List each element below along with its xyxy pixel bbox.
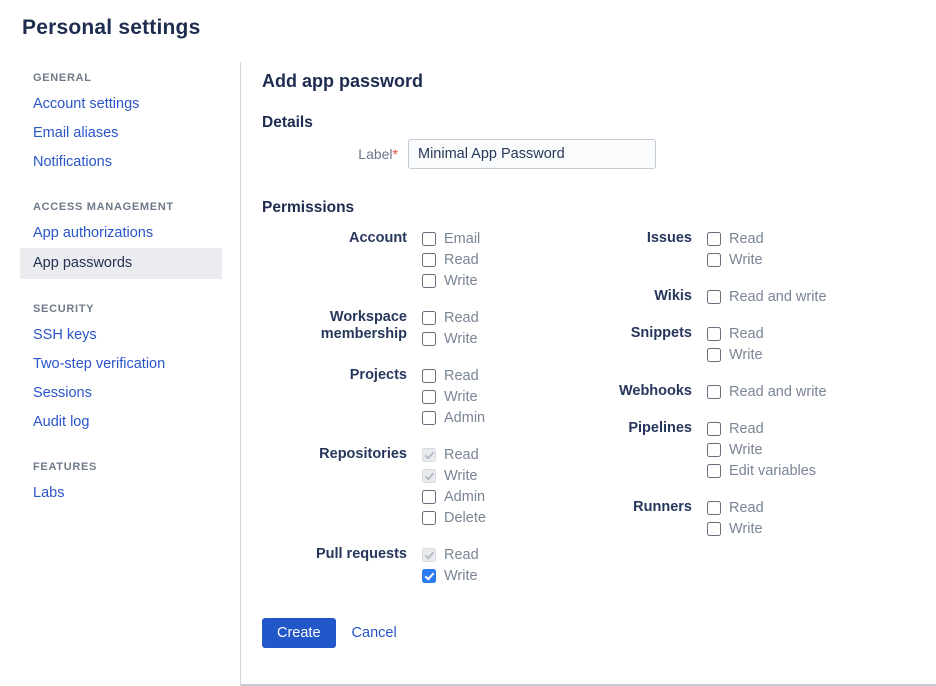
checkbox-projects-admin[interactable] (422, 411, 436, 425)
checkbox-option[interactable]: Read (422, 252, 480, 268)
checkbox-option[interactable]: Read (707, 231, 764, 247)
checkbox-pipelines-write[interactable] (707, 443, 721, 457)
checkbox-webhooks-read-write[interactable] (707, 385, 721, 399)
sidebar-section-title: FEATURES (33, 461, 98, 473)
checkbox-issues-read[interactable] (707, 232, 721, 246)
checkbox-option[interactable]: Write (422, 273, 480, 289)
perm-group-label: Webhooks (618, 383, 692, 399)
perm-group-label: Workspace membership (320, 309, 407, 342)
checkbox-wikis-read-write[interactable] (707, 290, 721, 304)
checkbox-workspace-write[interactable] (422, 332, 436, 346)
perm-group-label: Issues (646, 230, 692, 246)
settings-sidebar (0, 62, 241, 686)
sidebar-item-app-passwords[interactable]: App passwords (20, 248, 222, 279)
perm-group-workspace-membership (262, 309, 602, 347)
checkbox-snippets-write[interactable] (707, 348, 721, 362)
checkbox-repositories-delete[interactable] (422, 511, 436, 525)
content-container (0, 62, 936, 686)
perm-group-projects (262, 367, 602, 426)
perm-group-label: Wikis (654, 288, 692, 304)
sidebar-item-notifications[interactable]: Notifications (33, 154, 112, 170)
perm-group-label: Runners (633, 499, 692, 515)
perm-group-wikis (602, 288, 936, 305)
checkbox-option[interactable]: Write (707, 521, 764, 537)
checkbox-projects-read[interactable] (422, 369, 436, 383)
page-header (0, 0, 936, 62)
panel-title: Add app password (262, 71, 424, 91)
checkbox-option[interactable]: Write (707, 442, 816, 458)
checkbox-option[interactable]: Edit variables (707, 463, 816, 479)
perm-group-label: Account (349, 230, 407, 246)
checkbox-account-email[interactable] (422, 232, 436, 246)
checkbox-pull-requests-write[interactable] (422, 569, 436, 583)
label-input[interactable] (408, 139, 656, 169)
add-app-password-panel (241, 62, 936, 686)
perm-group-snippets (602, 325, 936, 363)
perm-group-issues (602, 230, 936, 268)
checkbox-workspace-read[interactable] (422, 311, 436, 325)
checkbox-option[interactable]: Read (422, 368, 485, 384)
checkbox-repositories-write (422, 469, 436, 483)
label-field-row (262, 139, 936, 169)
sidebar-item-app-authorizations[interactable]: App authorizations (33, 225, 154, 241)
checkbox-option[interactable]: Write (422, 389, 485, 405)
sidebar-item-labs[interactable]: Labs (33, 485, 65, 501)
sidebar-section-general (0, 72, 240, 177)
checkbox-snippets-read[interactable] (707, 327, 721, 341)
checkbox-pipelines-read[interactable] (707, 422, 721, 436)
create-button[interactable]: Create (262, 618, 336, 648)
checkbox-runners-write[interactable] (707, 522, 721, 536)
perm-group-repositories (262, 446, 602, 526)
perm-group-runners (602, 499, 936, 537)
perm-group-label: Repositories (319, 446, 407, 462)
checkbox-option[interactable]: Email (422, 231, 480, 247)
perm-group-webhooks (602, 383, 936, 400)
checkbox-projects-write[interactable] (422, 390, 436, 404)
sidebar-section-features (0, 461, 240, 508)
permissions-left-column (262, 230, 602, 604)
checkbox-repositories-admin[interactable] (422, 490, 436, 504)
checkbox-option[interactable]: Write (707, 252, 764, 268)
perm-group-label: Pull requests (315, 546, 407, 562)
sidebar-section-title: GENERAL (33, 72, 92, 84)
checkbox-repositories-read (422, 448, 436, 462)
perm-group-label: Projects (349, 367, 407, 383)
checkbox-pipelines-edit-variables[interactable] (707, 464, 721, 478)
checkbox-option: Read (422, 547, 479, 563)
checkbox-option[interactable]: Read (707, 326, 764, 342)
label-field-label: Label* (358, 146, 398, 162)
checkbox-option: Read (422, 447, 486, 463)
perm-group-account (262, 230, 602, 289)
details-heading: Details (262, 114, 313, 131)
checkbox-option[interactable]: Admin (422, 489, 486, 505)
sidebar-item-ssh-keys[interactable]: SSH keys (33, 327, 97, 343)
checkbox-option[interactable]: Read and write (707, 384, 827, 400)
checkbox-option[interactable]: Write (422, 331, 479, 347)
checkbox-runners-read[interactable] (707, 501, 721, 515)
checkbox-option[interactable]: Read (422, 310, 479, 326)
sidebar-section-title: ACCESS MANAGEMENT (33, 201, 174, 213)
sidebar-item-two-step-verification[interactable]: Two-step verification (33, 356, 166, 372)
checkbox-option[interactable]: Read (707, 500, 764, 516)
sidebar-item-email-aliases[interactable]: Email aliases (33, 125, 119, 141)
checkbox-issues-write[interactable] (707, 253, 721, 267)
checkbox-pull-requests-read (422, 548, 436, 562)
sidebar-item-audit-log[interactable]: Audit log (33, 414, 90, 430)
checkbox-option[interactable]: Read (707, 421, 816, 437)
sidebar-section-title: SECURITY (33, 303, 95, 315)
perm-group-label: Snippets (630, 325, 692, 341)
checkbox-option[interactable]: Write (707, 347, 764, 363)
checkbox-option[interactable]: Admin (422, 410, 485, 426)
page-title: Personal settings (22, 16, 201, 39)
permissions-right-column (602, 230, 936, 557)
perm-group-label: Pipelines (628, 420, 692, 436)
checkbox-account-read[interactable] (422, 253, 436, 267)
cancel-link[interactable]: Cancel (351, 625, 397, 641)
sidebar-item-account-settings[interactable]: Account settings (33, 96, 140, 112)
checkbox-account-write[interactable] (422, 274, 436, 288)
permissions-grid (262, 230, 936, 604)
perm-group-pipelines (602, 420, 936, 479)
permissions-heading: Permissions (262, 199, 355, 216)
sidebar-section-security (0, 303, 240, 437)
checkbox-option[interactable]: Delete (422, 510, 486, 526)
required-asterisk: * (392, 146, 398, 162)
checkbox-option: Write (422, 468, 486, 484)
checkbox-option[interactable]: Write (422, 568, 479, 584)
perm-group-pull-requests (262, 546, 602, 584)
sidebar-item-sessions[interactable]: Sessions (33, 385, 92, 401)
checkbox-option[interactable]: Read and write (707, 289, 827, 305)
form-actions (262, 618, 936, 648)
sidebar-section-access-management (0, 201, 240, 279)
